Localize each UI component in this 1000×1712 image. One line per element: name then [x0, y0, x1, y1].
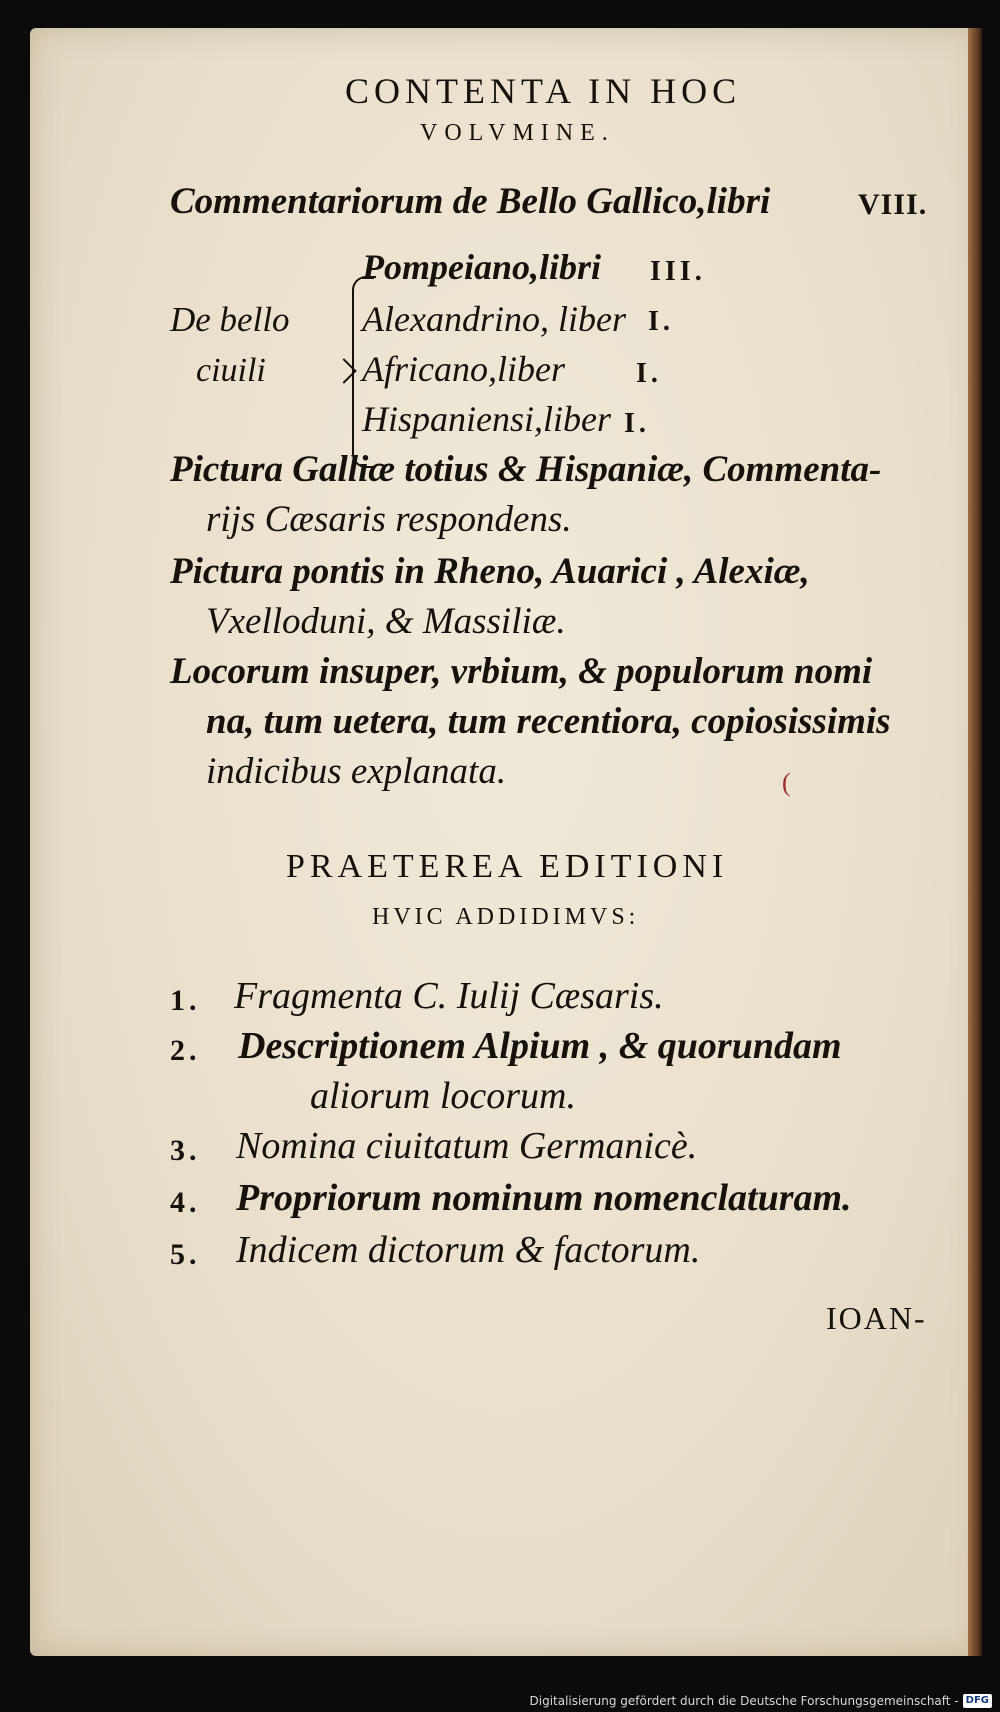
addition-item-2: Descriptionem Alpium , & quorundam [238, 1025, 842, 1067]
pictura-galliae-line-1: Pictura Galliæ totius & Hispaniæ, Commenta- [170, 449, 882, 490]
locorum-line-3: indicibus explanata. [206, 751, 507, 792]
addition-number-5: 5. [170, 1238, 201, 1271]
pictura-galliae-line-2: rijs Cæsaris respondens. [206, 499, 572, 540]
praeterea-heading: PRAETEREA EDITIONI [286, 848, 729, 885]
locorum-line-2: na, tum uetera, tum recentiora, copiosissimis [206, 701, 891, 742]
digitization-footer [0, 1690, 1000, 1712]
civil-item-hispaniensi-num: I. [624, 408, 650, 439]
addition-number-1: 1. [170, 984, 201, 1017]
catchword: IOAN- [826, 1300, 927, 1336]
ciuili-label: ciuili [196, 352, 266, 389]
book-spine [968, 28, 982, 1656]
de-bello-label: De bello [170, 300, 290, 339]
pictura-pontis-line-1: Pictura pontis in Rheno, Auarici , Alexiæ, [170, 551, 810, 592]
addition-item-3: Nomina ciuitatum Germanicè. [236, 1125, 698, 1167]
civil-item-hispaniensi: Hispaniensi,liber [362, 399, 611, 439]
addition-item-2-continuation: aliorum locorum. [310, 1075, 576, 1117]
addition-item-4: Propriorum nominum nomenclaturam. [236, 1177, 852, 1219]
book-page [30, 28, 982, 1656]
civil-item-africano: Africano,liber [362, 349, 565, 389]
addition-number-4: 4. [170, 1186, 201, 1219]
civil-item-alexandrino-num: I. [648, 306, 674, 337]
pictura-pontis-line-2: Vxelloduni, & Massiliæ. [206, 601, 566, 642]
dfg-logo-icon: DFG [963, 1694, 992, 1708]
civil-item-africano-num: I. [636, 358, 662, 389]
addition-number-3: 3. [170, 1134, 201, 1167]
ink-smudge-mark: ( [782, 768, 791, 797]
footer-credit-text: Digitalisierung gefördert durch die Deutsche Forschungsgemeinschaft - [529, 1694, 959, 1708]
commentarii-count: VIII. [858, 188, 928, 221]
praeterea-subheading: HVIC ADDIDIMVS: [372, 904, 640, 930]
civil-item-pompeiano-num: III. [650, 256, 706, 287]
locorum-line-1: Locorum insuper, vrbium, & populorum nomi [170, 651, 873, 692]
addition-item-5: Indicem dictorum & factorum. [236, 1229, 701, 1271]
title-line-2: VOLVMINE. [420, 120, 615, 146]
civil-item-pompeiano: Pompeiano,libri [362, 247, 602, 287]
addition-number-2: 2. [170, 1034, 201, 1067]
addition-item-1: Fragmenta C. Iulij Cæsaris. [234, 975, 664, 1017]
civil-item-alexandrino: Alexandrino, liber [362, 299, 626, 339]
commentarii-entry: Commentariorum de Bello Gallico,libri [170, 181, 771, 222]
title-line-1: CONTENTA IN HOC [345, 71, 742, 111]
